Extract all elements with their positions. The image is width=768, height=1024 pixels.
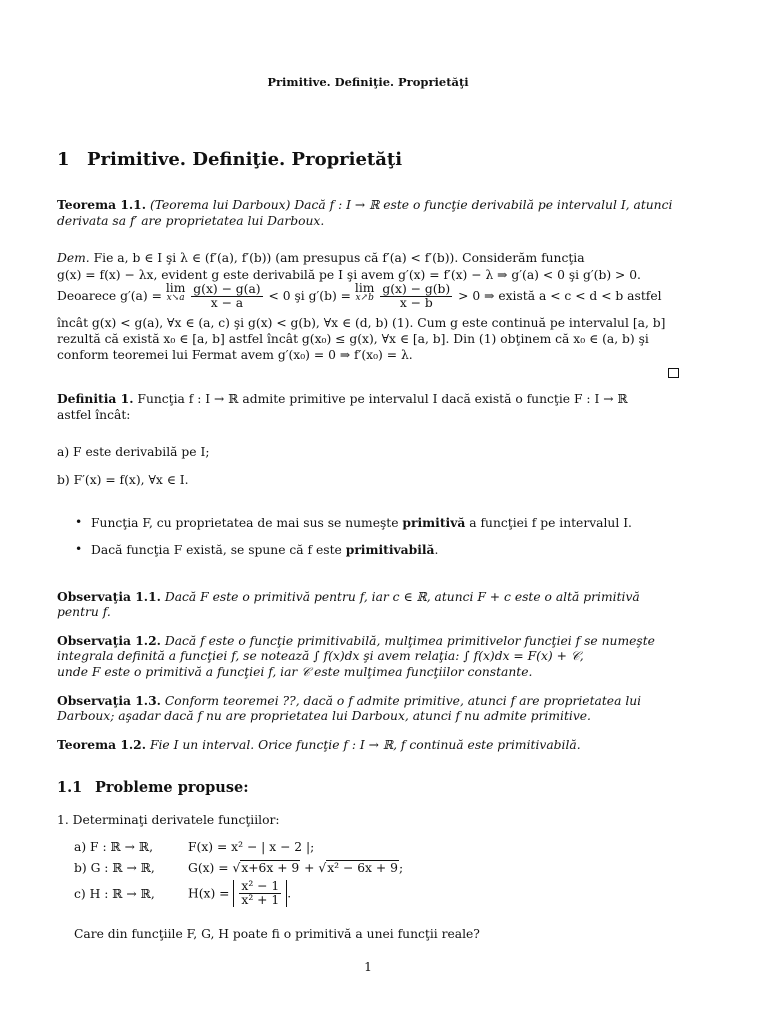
definition-line2: astfel încât: xyxy=(57,408,131,422)
proof-line2: g(x) = f(x) − λx, evident g este derivabilă pe I şi avem g′(x) = f′(x) − λ ⇒ g′(a) < 0 şi g′(b) > 0. xyxy=(57,268,641,282)
proof-line4: încât g(x) < g(a), ∀x ∈ (a, c) şi g(x) < g(b), ∀x ∈ (d, b) (1). Cum g este continuă pe intervalul [a, b] xyxy=(57,316,666,330)
bullet-item: • Dacă funcţia F există, se spune că f este primitivabilă. xyxy=(77,541,679,559)
observation-1-3-line2: Darboux; aşadar dacă f nu are proprietatea lui Darboux, atunci f nu admite primitive. xyxy=(57,709,591,723)
problem-item-c: c) H : ℝ → ℝ, H(x) = $\frac{\text{x² − 1}}{\text{x² + 1}}$ . xyxy=(74,879,292,907)
observation-1-1-line2: pentru f. xyxy=(57,605,111,619)
theorem-1-2: Teorema 1.2. Fie I un interval. Orice funcţie f : I → ℝ, f continuă este primitivabilă. xyxy=(57,737,581,752)
definition-item-a: a) F este derivabilă pe I; xyxy=(57,445,210,459)
theorem-1-1 xyxy=(57,196,679,214)
problem-question: Care din funcţiile F, G, H poate fi o primitivă a unei funcţii reale? xyxy=(74,927,480,941)
running-header: Primitive. Definiţie. Proprietăţi xyxy=(267,75,469,89)
limit-a: lim x↘a xyxy=(165,281,186,303)
subsection-heading: 1.1 Probleme propuse: xyxy=(57,779,249,796)
fraction-b: $\frac{g(x) - g(b)}{x - b}$ xyxy=(382,282,451,310)
proof xyxy=(57,250,679,267)
theorem-text-line1: (Teorema lui Darboux) Dacă f : I → ℝ este o funcţie derivabilă pe intervalul I, atunci xyxy=(149,198,673,212)
qed-box-icon xyxy=(668,368,679,378)
section-title: Primitive. Definiţie. Proprietăţi xyxy=(87,149,403,170)
fraction-a: $\frac{g(x) - g(a)}{x - a}$ xyxy=(193,282,261,310)
definition-1: Definitia 1. Funcţia f : I → ℝ admite primitive pe intervalul I dacă există o funcţie F : I → ℝ xyxy=(57,391,628,406)
proof-line5: rezultă că există x₀ ∈ [a, b] astfel încât g(x₀) ≤ g(x), ∀x ∈ [a, b]. Din (1) obţinem că x₀ ∈ (a, b) şi xyxy=(57,332,649,346)
proof-label: Dem. xyxy=(57,251,90,265)
observation-1-3: Observaţia 1.3. Conform teoremei ??, dacă o f admite primitive, atunci f are proprietatea lui xyxy=(57,693,642,708)
observation-1-2-line3: unde F este o primitivă a funcţiei f, iar 𝒞 este mulţimea funcţiilor constante. xyxy=(57,665,533,679)
theorem-label: Teorema 1.1. xyxy=(57,197,147,212)
proof-line6: conform teoremei lui Fermat avem g′(x₀) = 0 ⇒ f′(x₀) = λ. xyxy=(57,348,413,362)
observation-1-2: Observaţia 1.2. Dacă f este o funcţie primitivabilă, mulţimea primitivelor funcţiei f se numeşte xyxy=(57,633,655,648)
problem-1-intro: 1. Determinaţi derivatele funcţiilor: xyxy=(57,813,280,827)
problem-item-a: a) F : ℝ → ℝ, F(x) = x² − | x − 2 |; xyxy=(74,840,315,854)
limit-b: lim x↗b xyxy=(354,281,375,303)
observation-1-2-line2: integrala definită a funcţiei f, se notează ∫ f(x)dx şi avem relaţia: ∫ f(x)dx = F(x) + 𝒞, xyxy=(57,649,584,663)
page-number: 1 xyxy=(364,960,372,974)
bullet-item: • Funcţia F, cu proprietatea de mai sus se numeşte primitivă a funcţiei f pe intervalul I. xyxy=(77,514,679,532)
section-number: 1 xyxy=(57,149,70,170)
problem-item-b: b) G : ℝ → ℝ, G(x) = √x+6x + 9 + √x² − 6x + 9; xyxy=(74,861,404,875)
absolute-value: $\frac{\text{x² − 1}}{\text{x² + 1}}$ xyxy=(233,880,287,907)
definition-item-b: b) F′(x) = f(x), ∀x ∈ I. xyxy=(57,473,189,487)
theorem-text-line2: derivata sa f′ are proprietatea lui Darboux. xyxy=(57,214,325,228)
proof-line3: Deoarece g′(a) = lim x↘a $\frac{g(x) - g(a)}{x - a}$ < 0 şi g′(b) = lim x↗b $\frac{g(x) - g(b)}{x - b}$ > 0 ⇒ există a < c < d < b astfel xyxy=(57,281,662,310)
observation-1-1: Observaţia 1.1. Dacă F este o primitivă pentru f, iar c ∈ ℝ, atunci F + c este o altă primitivă xyxy=(57,589,640,604)
proof-line1: Fie a, b ∈ I şi λ ∈ (f′(a), f′(b)) (am presupus că f′(a) < f′(b)). Considerăm funcţia xyxy=(93,251,585,265)
section-heading xyxy=(57,151,679,168)
